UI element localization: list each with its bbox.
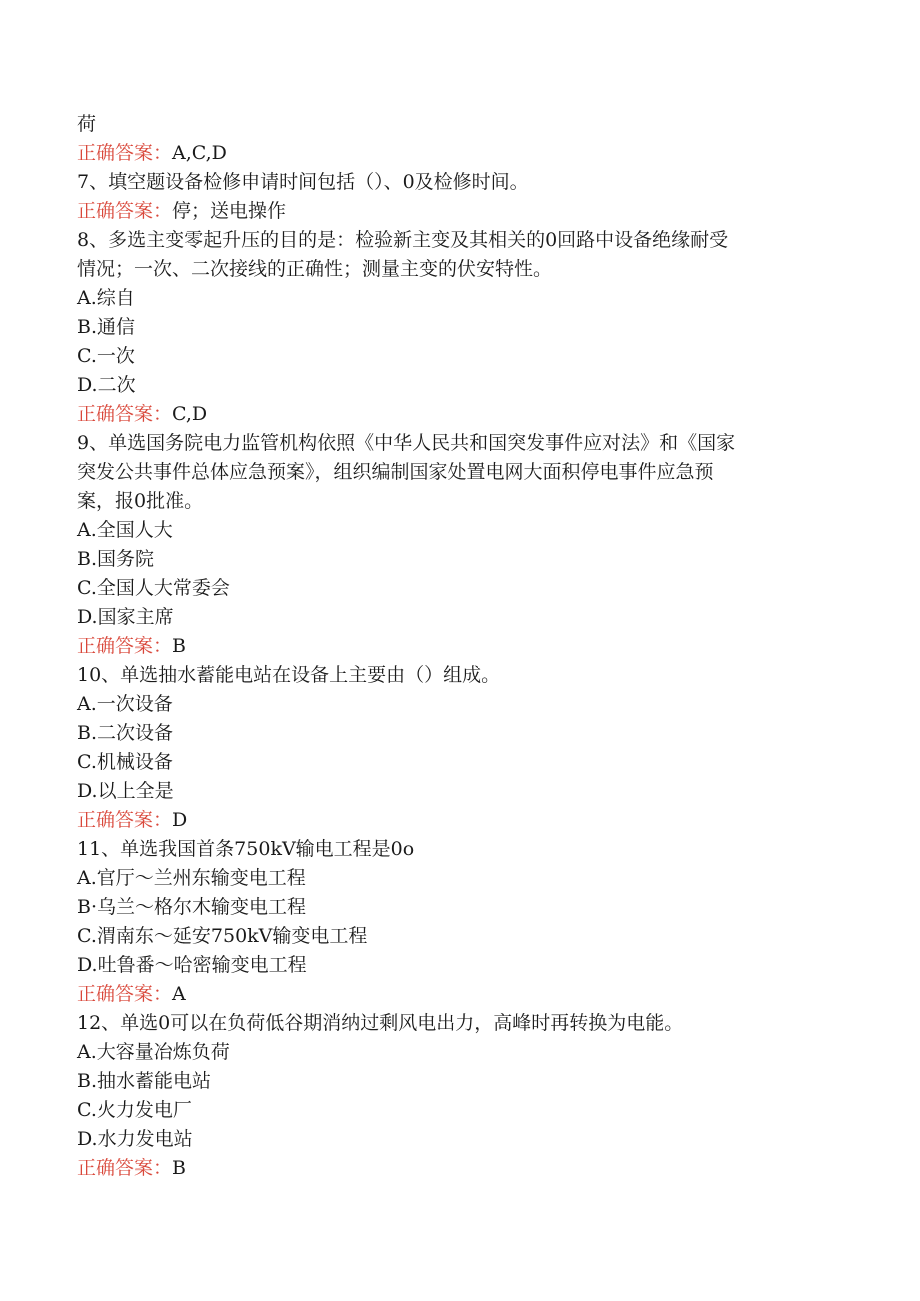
answer-line [77, 980, 837, 1009]
answer-value: B [172, 1157, 186, 1179]
answer-line [77, 632, 837, 661]
option-d: D.水力发电站 [77, 1128, 193, 1150]
option-a: A.综自 [77, 287, 135, 309]
answer-line [77, 400, 837, 429]
answer-label: 正确答案： [77, 983, 173, 1005]
question-stem: 突发公共事件总体应急预案》，组织编制国家处置电网大面积停电事件应急预 [77, 461, 714, 483]
option-c: C.一次 [77, 345, 135, 367]
question-block [77, 835, 837, 1009]
continued-option-text: 荷 [77, 113, 97, 135]
option-a: A.全国人大 [77, 519, 173, 541]
question-stem: 情况；一次、二次接线的正确性；测量主变的伏安特性。 [77, 258, 553, 280]
option-d: D.以上全是 [77, 780, 174, 802]
answer-value: A,C,D [172, 142, 227, 164]
option-a: A.官厅～兰州东输变电工程 [77, 867, 306, 889]
question-stem: 12、单选0可以在负荷低谷期消纳过剩风电出力，高峰时再转换为电能。 [77, 1012, 684, 1034]
answer-value: C,D [172, 403, 208, 425]
answer-line [77, 197, 837, 226]
option-b: B.国务院 [77, 548, 155, 570]
option-d: D.国家主席 [77, 606, 174, 628]
question-block [77, 226, 837, 429]
question-block [77, 168, 837, 226]
question-block [77, 1009, 837, 1183]
answer-value: D [172, 809, 188, 831]
answer-label: 正确答案： [77, 142, 173, 164]
option-b: B.二次设备 [77, 722, 174, 744]
answer-line [77, 139, 837, 168]
question-stem: 案，报0批准。 [77, 490, 204, 512]
question-block [77, 661, 837, 835]
answer-line [77, 806, 837, 835]
option-c: C.全国人大常委会 [77, 577, 230, 599]
answer-label: 正确答案： [77, 1157, 173, 1179]
option-b: B·乌兰～格尔木输变电工程 [77, 896, 307, 918]
option-a: A.一次设备 [77, 693, 173, 715]
question-stem: 8、多选主变零起升压的目的是：检验新主变及其相关的0回路中设备绝缘耐受 [77, 229, 729, 251]
option-d: D.吐鲁番～哈密输变电工程 [77, 954, 307, 976]
answer-value: B [172, 635, 186, 657]
question-stem: 11、单选我国首条750kV输电工程是0o [77, 838, 415, 860]
option-b: B.通信 [77, 316, 136, 338]
answer-line [77, 1154, 837, 1183]
option-b: B.抽水蓄能电站 [77, 1070, 212, 1092]
answer-label: 正确答案： [77, 403, 173, 425]
option-c: C.火力发电厂 [77, 1099, 192, 1121]
answer-value: A [172, 983, 186, 1005]
answer-label: 正确答案： [77, 809, 173, 831]
question-stem: 7、填空题设备检修申请时间包括（）、0及检修时间。 [77, 171, 529, 193]
option-a: A.大容量冶炼负荷 [77, 1041, 230, 1063]
question-stem: 9、单选国务院电力监管机构依照《中华人民共和国突发事件应对法》和《国家 [77, 432, 736, 454]
option-d: D.二次 [77, 374, 136, 396]
answer-label: 正确答案： [77, 200, 173, 222]
question-block [77, 429, 837, 661]
question-stem: 10、单选抽水蓄能电站在设备上主要由（）组成。 [77, 664, 501, 686]
document-page [77, 110, 837, 1183]
option-c: C.渭南东～延安750kV输变电工程 [77, 925, 368, 947]
answer-value: 停；送电操作 [172, 200, 287, 222]
answer-label: 正确答案： [77, 635, 173, 657]
option-c: C.机械设备 [77, 751, 173, 773]
